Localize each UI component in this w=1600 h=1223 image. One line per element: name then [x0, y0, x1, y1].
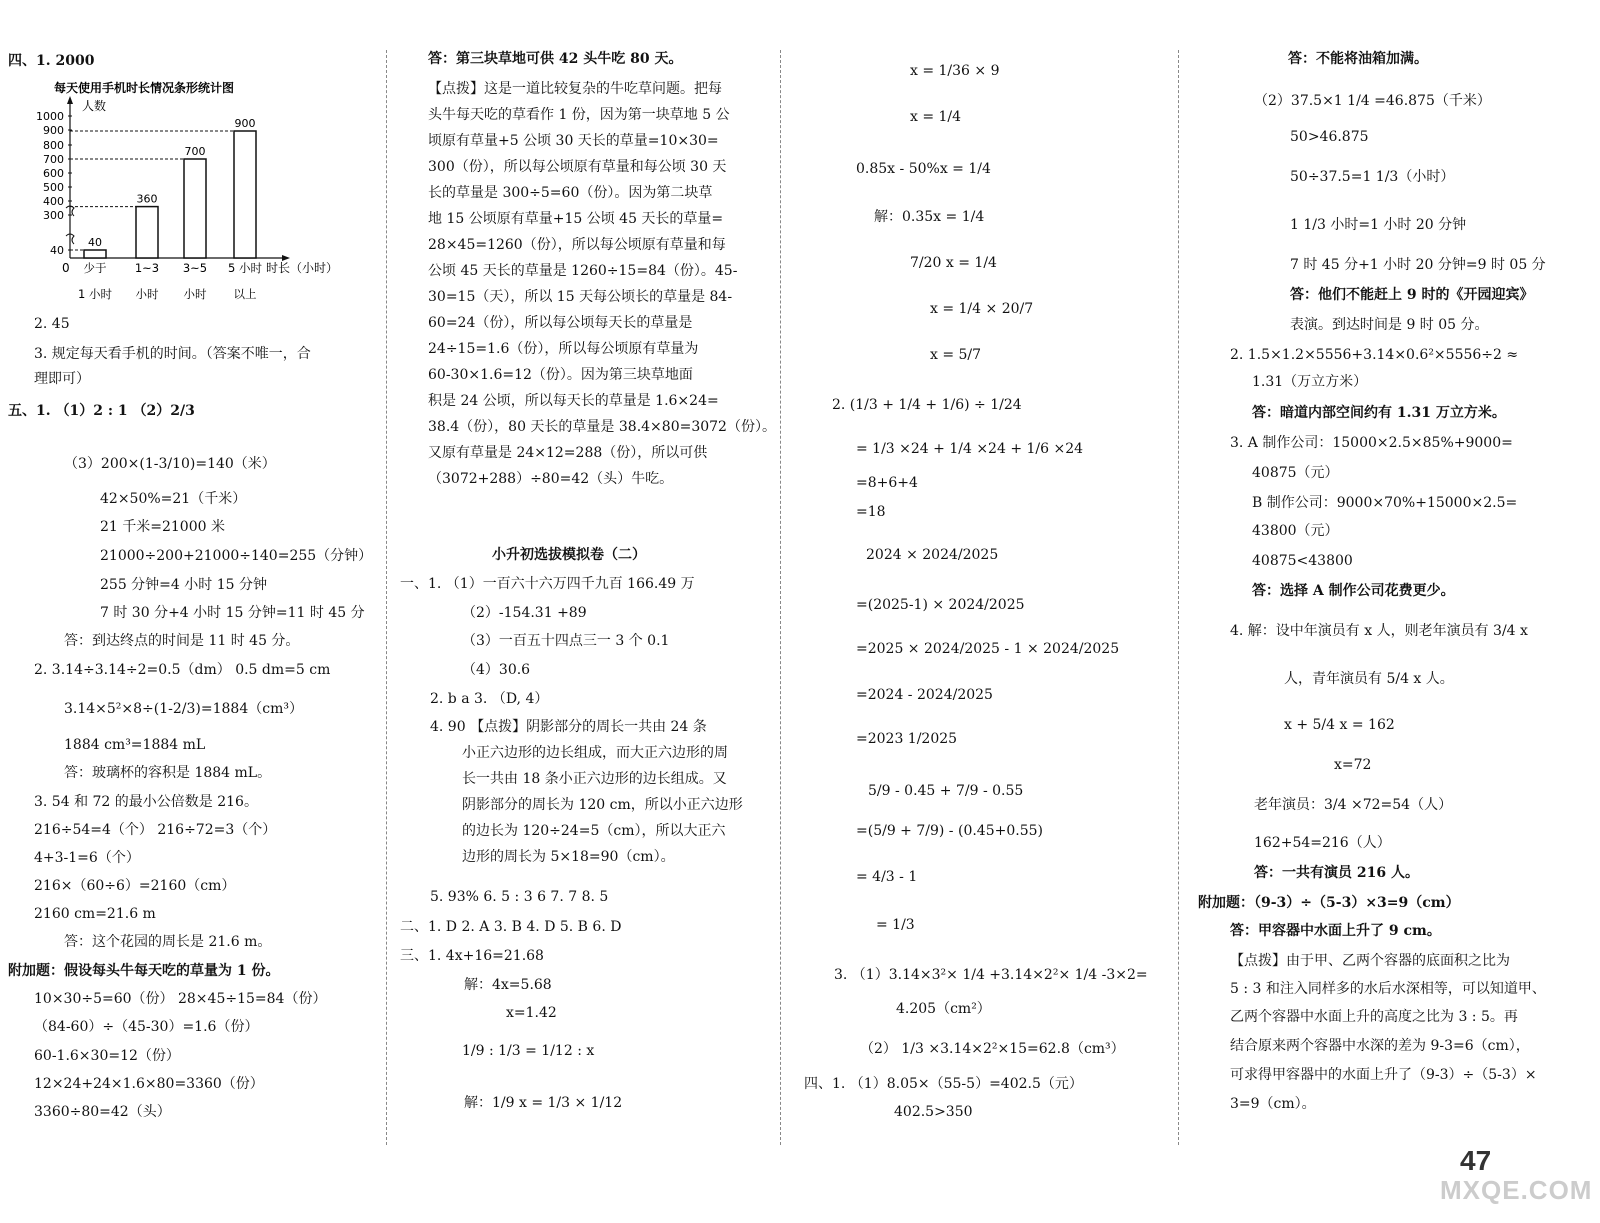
- bar: [184, 159, 206, 258]
- answer-line: 7 时 30 分+4 小时 15 分钟=11 时 45 分: [100, 605, 365, 621]
- answer-line: 答：他们不能赶上 9 时的《开园迎宾》: [1290, 287, 1534, 303]
- answer-line: x + 5/4 x = 162: [1284, 717, 1395, 733]
- answer-line: 60-30×1.6=12（份）。因为第三块草地面: [428, 367, 693, 383]
- answer-line: x = 5/7: [930, 347, 982, 363]
- answer-line: 402.5>350: [894, 1104, 973, 1120]
- bar-value-label: 700: [184, 145, 206, 158]
- answer-line: 公顷 45 天长的草量是 1260÷15=84（份）。45-: [428, 263, 738, 279]
- section-title: 小升初选拔模拟卷（二）: [492, 547, 646, 563]
- answer-line: 2. 1.5×1.2×5556+3.14×0.6²×5556÷2 ≈: [1230, 347, 1519, 363]
- answer-line: 可求得甲容器中的水面上升了（9-3）÷（5-3）×: [1230, 1067, 1537, 1083]
- answer-line: 五、1. （1）2 : 1 （2）2/3: [8, 403, 195, 419]
- answer-line: 解：1/9 x = 1/3 × 1/12: [464, 1095, 623, 1111]
- answer-line: 3. A 制作公司：15000×2.5×85%+9000=: [1230, 435, 1513, 451]
- category-label: 小时: [183, 287, 207, 301]
- answer-line: 乙两个容器中水面上升的高度之比为 3 : 5。再: [1230, 1009, 1518, 1025]
- answer-line: 答：暗道内部空间约有 1.31 万立方米。: [1252, 405, 1506, 421]
- category-label: 5 小时: [228, 261, 262, 275]
- origin-label: 0: [62, 261, 70, 275]
- answer-line: （2）-154.31 +89: [462, 605, 587, 621]
- y-tick-label: 700: [43, 153, 64, 166]
- answer-line: 解：0.35x = 1/4: [874, 209, 985, 225]
- phone-usage-bar-chart: [6, 80, 384, 305]
- answer-line: 长的草量是 300÷5=60（份）。因为第二块草: [428, 185, 713, 201]
- answer-line: 50÷37.5=1 1/3（小时）: [1290, 169, 1455, 185]
- category-label: 以上: [233, 287, 257, 301]
- answer-line: 长一共由 18 条小正六边形的边长组成。又: [462, 771, 727, 787]
- answer-line: 5/9 - 0.45 + 7/9 - 0.55: [868, 783, 1024, 799]
- x-axis-label: 时长（小时）: [266, 261, 339, 275]
- answer-line: 2160 cm=21.6 m: [34, 906, 156, 922]
- answer-line: 答：这个花园的周长是 21.6 m。: [64, 934, 272, 950]
- answer-line: （3）一百五十四点三一 3 个 0.1: [462, 633, 670, 649]
- bar: [136, 207, 158, 258]
- y-tick-label: 500: [43, 181, 64, 194]
- answer-line: 162+54=216（人）: [1254, 835, 1391, 851]
- answer-line: =2023 1/2025: [856, 731, 958, 747]
- column-divider: [386, 50, 387, 1145]
- answer-line: 28×45=1260（份），所以每公顷原有草量和每: [428, 237, 726, 253]
- answer-line: 二、1. D 2. A 3. B 4. D 5. B 6. D: [400, 919, 622, 935]
- answer-line: = 1/3 ×24 + 1/4 ×24 + 1/6 ×24: [856, 441, 1084, 457]
- y-tick-label: 800: [43, 139, 64, 152]
- page-number: 47: [1460, 1145, 1492, 1176]
- answer-line: 老年演员：3/4 ×72=54（人）: [1254, 797, 1453, 813]
- answer-line: 结合原来两个容器中水深的差为 9-3=6（cm），: [1230, 1038, 1530, 1054]
- y-tick-label: 900: [43, 124, 64, 137]
- answer-line: 2. 3.14÷3.14÷2=0.5（dm） 0.5 dm=5 cm: [34, 662, 331, 678]
- answer-line: 附加题：假设每头牛每天吃的草量为 1 份。: [8, 963, 280, 979]
- answer-line: 三、1. 4x+16=21.68: [400, 948, 544, 964]
- answer-line: =2024 - 2024/2025: [856, 687, 993, 703]
- answer-line: B 制作公司：9000×70%+15000×2.5=: [1252, 495, 1518, 511]
- answer-line: 38.4（份），80 天长的草量是 38.4×80=3072（份）。: [428, 419, 776, 435]
- answer-line: 答：玻璃杯的容积是 1884 mL。: [64, 765, 272, 781]
- column-divider: [780, 50, 781, 1145]
- answer-line: 附加题：（9-3）÷（5-3）×3=9（cm）: [1198, 895, 1460, 911]
- answer-line: 216×（60÷6）=2160（cm）: [34, 878, 236, 894]
- answer-line: 3360÷80=42（头）: [34, 1104, 171, 1120]
- answer-line: 阴影部分的周长为 120 cm，所以小正六边形: [462, 797, 743, 813]
- answer-line: 255 分钟=4 小时 15 分钟: [100, 577, 267, 593]
- answer-line: 4.205（cm²）: [896, 1001, 991, 1017]
- answer-line: 40875（元）: [1252, 465, 1339, 481]
- y-tick-label: 400: [43, 195, 64, 208]
- answer-line: （2） 1/3 ×3.14×2²×15=62.8（cm³）: [860, 1041, 1125, 1057]
- answer-line: 21000÷200+21000÷140=255（分钟）: [100, 548, 373, 564]
- answer-line: 30=15（天），所以 15 天每公顷长的草量是 84-: [428, 289, 733, 305]
- answer-line: =(5/9 + 7/9) - (0.45+0.55): [856, 823, 1043, 839]
- answer-line: 0.85x - 50%x = 1/4: [856, 161, 991, 177]
- category-label: 小时: [135, 287, 159, 301]
- answer-line: 1 1/3 小时=1 小时 20 分钟: [1290, 217, 1467, 233]
- answer-line: 四、1. 2000: [8, 53, 95, 69]
- answer-line: = 1/3: [876, 917, 915, 933]
- answer-line: 表演。到达时间是 9 时 05 分。: [1290, 317, 1489, 333]
- answer-line: （3072+288）÷80=42（头）牛吃。: [428, 471, 674, 487]
- answer-line: 2. b a 3. （D, 4）: [430, 691, 549, 707]
- answer-line: 答：到达终点的时间是 11 时 45 分。: [64, 633, 300, 649]
- bar-value-label: 360: [136, 192, 158, 206]
- answer-line: 【点拨】由于甲、乙两个容器的底面积之比为: [1230, 953, 1510, 969]
- bar-value-label: 40: [88, 236, 102, 249]
- answer-line: 顷原有草量+5 公顷 30 天长的草量=10×30=: [428, 133, 719, 149]
- answer-line: 答：选择 A 制作公司花费更少。: [1252, 583, 1455, 599]
- answer-line: 40875<43800: [1252, 553, 1353, 569]
- answer-line: 5 : 3 和注入同样多的水后水深相等，可以知道甲、: [1230, 981, 1546, 997]
- bar: [84, 250, 106, 258]
- answer-line: 小正六边形的边长组成，而大正六边形的周: [462, 745, 728, 761]
- answer-line: 4. 解：设中年演员有 x 人，则老年演员有 3/4 x: [1230, 623, 1528, 639]
- chart-title: 每天使用手机时长情况条形统计图: [54, 81, 235, 95]
- answer-line: （3）200×(1-3/10)=140（米）: [64, 456, 276, 472]
- answer-line: 积是 24 公顷，所以每天长的草量是 1.6×24=: [428, 393, 719, 409]
- answer-line: x=1.42: [506, 1005, 557, 1021]
- answer-line: 21 千米=21000 米: [100, 519, 225, 535]
- answer-line: 四、1. （1）8.05×（55-5）=402.5（元）: [804, 1076, 1083, 1092]
- y-tick-label: 1000: [36, 110, 64, 123]
- answer-line: （84-60）÷（45-30）=1.6（份）: [34, 1019, 259, 1035]
- answer-line: 答：第三块草地可供 42 头牛吃 80 天。: [428, 51, 683, 67]
- answer-line: 答：不能将油箱加满。: [1288, 51, 1428, 67]
- answer-line: x = 1/36 × 9: [910, 63, 1000, 79]
- answer-line: 3. （1）3.14×3²× 1/4 +3.14×2²× 1/4 -3×2=: [834, 967, 1148, 983]
- y-axis-label: 人数: [82, 99, 107, 113]
- answer-line: x = 1/4: [910, 109, 962, 125]
- answer-line: 一、1. （1）一百六十六万四千九百 166.49 万: [400, 576, 695, 592]
- answer-line: 【点拨】这是一道比较复杂的牛吃草问题。把每: [428, 81, 722, 97]
- answer-line: 1/9 : 1/3 = 1/12 : x: [462, 1043, 595, 1059]
- answer-line: 7 时 45 分+1 小时 20 分钟=9 时 05 分: [1290, 257, 1546, 273]
- answer-line: 4. 90 【点拨】阴影部分的周长一共由 24 条: [430, 719, 707, 735]
- answer-line: 3. 规定每天看手机的时间。（答案不唯一，合: [34, 346, 311, 362]
- answer-line: 地 15 公顷原有草量+15 公顷 45 天长的草量=: [428, 211, 724, 227]
- answer-line: 50>46.875: [1290, 129, 1369, 145]
- answer-line: 3=9（cm）。: [1230, 1096, 1316, 1112]
- category-label: 1~3: [134, 261, 160, 275]
- answer-line: =(2025-1) × 2024/2025: [856, 597, 1025, 613]
- answer-line: =18: [856, 504, 886, 520]
- answer-line: 10×30÷5=60（份） 28×45÷15=84（份）: [34, 991, 327, 1007]
- answer-line: 60=24（份），所以每公顷每天长的草量是: [428, 315, 693, 331]
- column-divider: [1178, 50, 1179, 1145]
- y-tick-label: 300: [43, 209, 64, 222]
- answer-line: （4）30.6: [462, 662, 531, 678]
- answer-line: 24÷15=1.6（份），所以每公顷原有草量为: [428, 341, 699, 357]
- answer-line: （2）37.5×1 1/4 =46.875（千米）: [1254, 93, 1491, 109]
- answer-line: 216÷54=4（个） 216÷72=3（个）: [34, 822, 277, 838]
- y-tick-label: 40: [50, 244, 64, 257]
- answer-line: 43800（元）: [1252, 523, 1339, 539]
- answer-line: 解：4x=5.68: [464, 977, 552, 993]
- answer-line: x=72: [1334, 757, 1372, 773]
- y-tick-label: 600: [43, 167, 64, 180]
- answer-line: 人，青年演员有 5/4 x 人。: [1284, 671, 1454, 687]
- bar-value-label: 900: [234, 117, 256, 130]
- category-label: 3~5: [182, 261, 208, 275]
- answer-line: 1.31（万立方米）: [1252, 374, 1368, 390]
- answer-line: 理即可）: [34, 371, 90, 387]
- answer-line: 2024 × 2024/2025: [866, 547, 999, 563]
- answer-line: 4+3-1=6（个）: [34, 850, 140, 866]
- answer-line: 又原有草量是 24×12=288（份），所以可供: [428, 445, 708, 461]
- category-label: 1 小时: [78, 287, 112, 301]
- answer-line: 60-1.6×30=12（份）: [34, 1048, 180, 1064]
- answer-line: 的边长为 120÷24=5（cm），所以大正六: [462, 823, 726, 839]
- answer-line: 2. (1/3 + 1/4 + 1/6) ÷ 1/24: [832, 397, 1022, 413]
- answer-line: 3.14×5²×8÷(1-2/3)=1884（cm³）: [64, 701, 303, 717]
- answer-line: 7/20 x = 1/4: [910, 255, 997, 271]
- y-axis-arrow: [67, 96, 73, 104]
- bar: [234, 131, 256, 258]
- answer-line: 12×24+24×1.6×80=3360（份）: [34, 1076, 264, 1092]
- answer-line: 42×50%=21（千米）: [100, 491, 247, 507]
- answer-line: 300（份），所以每公顷原有草量和每公顷 30 天: [428, 159, 727, 175]
- answer-line: x = 1/4 × 20/7: [930, 301, 1034, 317]
- answer-line: 2. 45: [34, 316, 70, 332]
- answer-line: 1884 cm³=1884 mL: [64, 737, 206, 753]
- answer-line: 头牛每天吃的草看作 1 份，因为第一块草地 5 公: [428, 107, 730, 123]
- answer-line: 边形的周长为 5×18=90（cm）。: [462, 849, 675, 865]
- answer-line: =8+6+4: [856, 475, 918, 491]
- watermark-logo: MXQE.COM: [1440, 1175, 1593, 1205]
- answer-line: = 4/3 - 1: [856, 869, 918, 885]
- answer-line: 3. 54 和 72 的最小公倍数是 216。: [34, 794, 258, 810]
- answer-line: 答：甲容器中水面上升了 9 cm。: [1230, 923, 1441, 939]
- answer-line: 答：一共有演员 216 人。: [1254, 865, 1419, 881]
- answer-line: 5. 93% 6. 5 : 3 6 7. 7 8. 5: [430, 889, 609, 905]
- category-label: 少于: [83, 261, 107, 275]
- answer-line: =2025 × 2024/2025 - 1 × 2024/2025: [856, 641, 1120, 657]
